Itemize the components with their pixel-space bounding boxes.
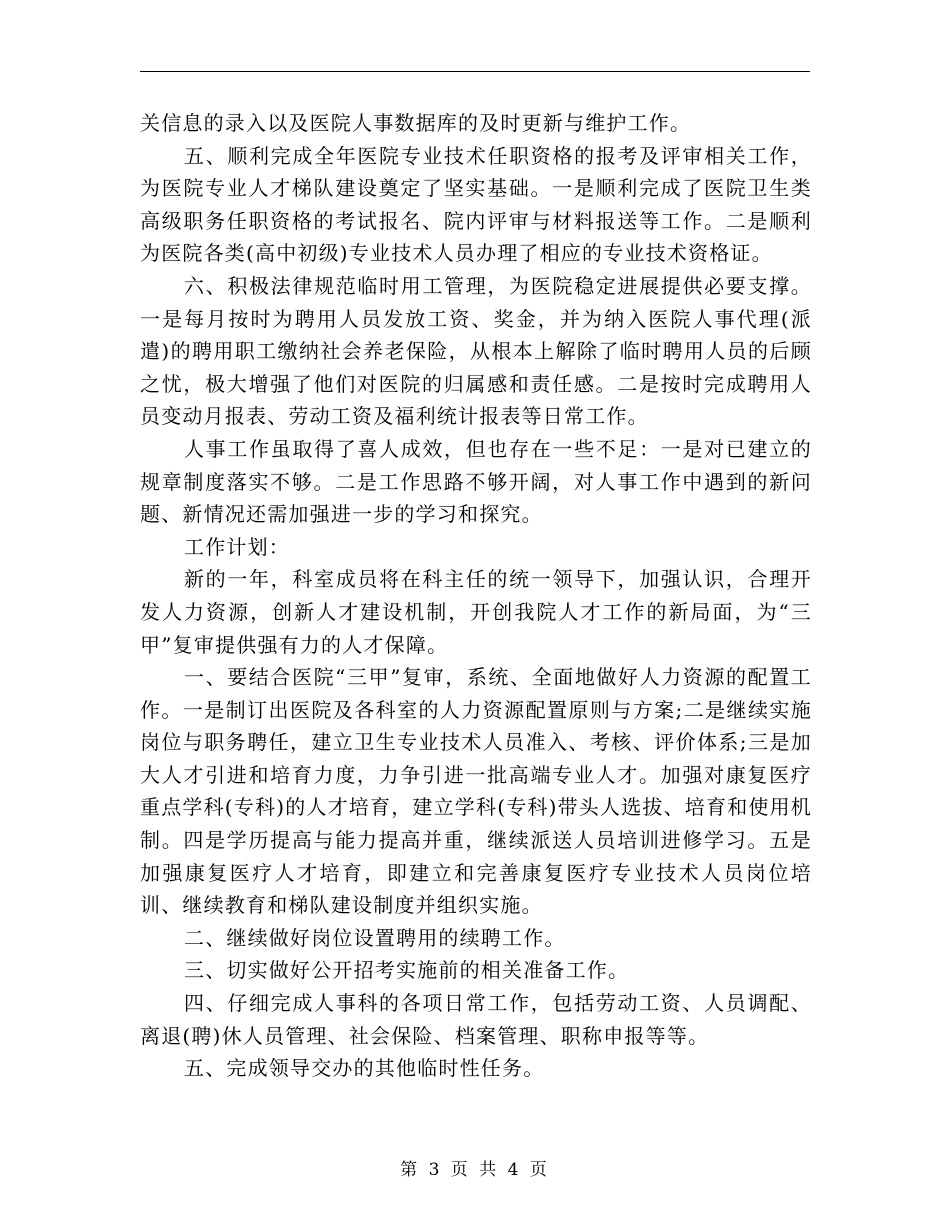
paragraph: 二、继续做好岗位设置聘用的续聘工作。: [184, 925, 566, 950]
page-number-footer: 第 3 页 共 4 页: [400, 1160, 550, 1180]
header-rule: [140, 71, 810, 72]
paragraph: 新的一年，科室成员将在科主任的统一领导下，加强认识，合理开发人力资源，创新人才建设机制，开创我院人才工作的新局面，为“三甲”复审提供强有力的人才保障。: [140, 567, 812, 657]
paragraph: 关信息的录入以及医院人事数据库的及时更新与维护工作。: [140, 111, 692, 135]
section-heading: 工作计划：: [184, 534, 290, 559]
paragraph: 四、仔细完成人事科的各项日常工作，包括劳动工资、人员调配、离退(聘)休人员管理、社会保险、档案管理、职称申报等等。: [140, 991, 812, 1048]
paragraph: 一、要结合医院“三甲”复审，系统、全面地做好人力资源的配置工作。一是制订出医院及各科室的人力资源配置原则与方案;二是继续实施岗位与职务聘任，建立卫生专业技术人员准入、考核、评价体系;三是加大人才引进和培育力度，力争引进一批高端专业人才。加强对康复医疗重点学科(专科)的人才培育，建立学科(专科)带头人选拔、培育和使用机制。四是学历提高与能力提高并重，继续派送人员培训进修学习。五是加强康复医疗人才培育，即建立和完善康复医疗专业技术人员岗位培训、继续教育和梯队建设制度并组织实施。: [140, 665, 813, 918]
paragraph: 六、积极法律规范临时用工管理，为医院稳定进展提供必要支撑。一是每月按时为聘用人员发放工资、奖金，并为纳入医院人事代理(派遣)的聘用职工缴纳社会养老保险，从根本上解除了临时聘用人员的后顾之忧，极大增强了他们对医院的归属感和责任感。二是按时完成聘用人员变动月报表、劳动工资及福利统计报表等日常工作。: [140, 273, 812, 429]
paragraph: 三、切实做好公开招考实施前的相关准备工作。: [184, 958, 630, 983]
paragraph: 五、顺利完成全年医院专业技术任职资格的报考及评审相关工作，为医院专业人才梯队建设奠定了坚实基础。一是顺利完成了医院卫生类高级职务任职资格的考试报名、院内评审与材料报送等工作。二是顺利为医院各类(高中初级)专业技术人员办理了相应的专业技术资格证。: [140, 143, 812, 266]
document-body: [140, 107, 812, 1085]
paragraph: 五、完成领导交办的其他临时性任务。: [184, 1056, 545, 1081]
paragraph: 人事工作虽取得了喜人成效，但也存在一些不足：一是对已建立的规章制度落实不够。二是工作思路不够开阔，对人事工作中遇到的新问题、新情况还需加强进一步的学习和探究。: [140, 436, 812, 527]
